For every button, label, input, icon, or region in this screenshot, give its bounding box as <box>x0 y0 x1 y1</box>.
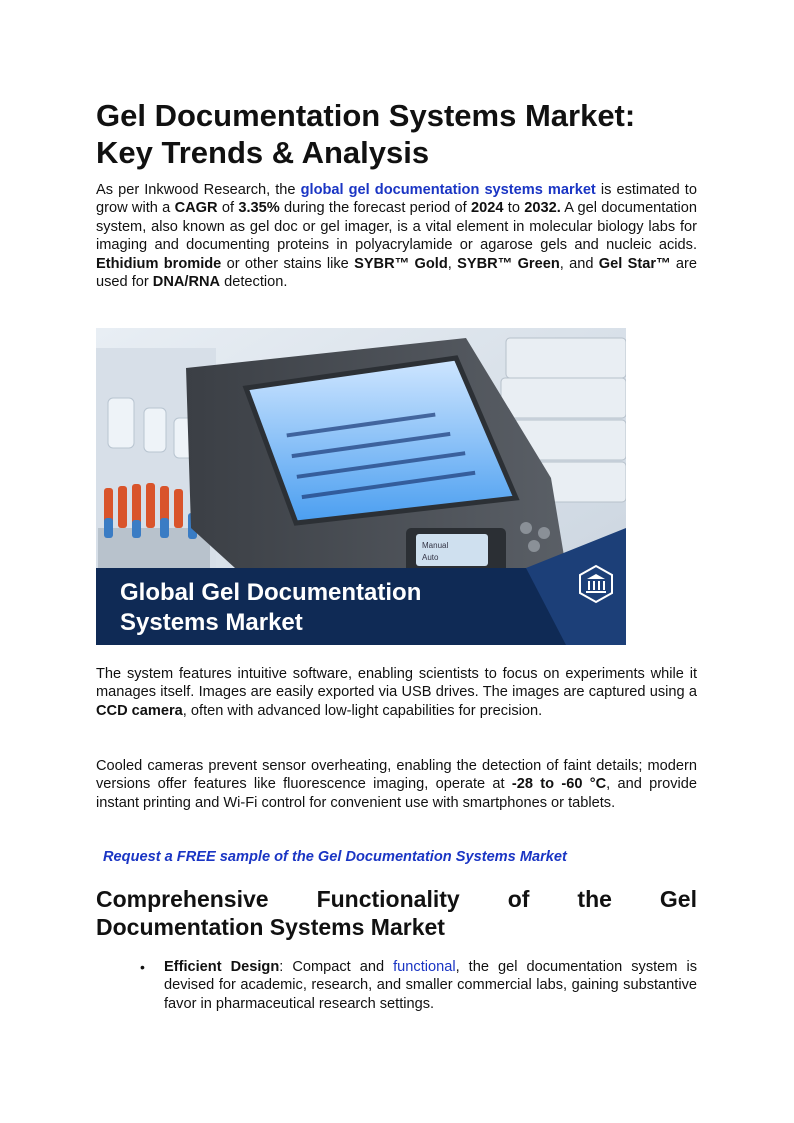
bullet-icon: • <box>140 959 145 975</box>
paragraph-cameras: Cooled cameras prevent sensor overheating, enabling the detection of faint details; modern versions offer features like fluorescence imaging, operate at -28 to -60 °C, and provide instant printing and Wi-Fi control for convenient use with smartphones or tablets. <box>96 758 697 811</box>
page-title: Gel Documentation Systems Market: Key Trends & Analysis <box>96 98 636 170</box>
banner-line-2: Systems Market <box>120 609 303 636</box>
section-heading: Comprehensive Functionality of the Gel Documentation Systems Market <box>96 886 697 940</box>
screen-text-2: Auto <box>422 553 439 562</box>
intro-paragraph: As per Inkwood Research, the global gel documentation systems market is estimated to grow with a CAGR of 3.35% during the forecast period of 2024 to 2032. A gel documentation system, also known as gel doc or gel imager, is a vital element in molecular biology labs for imaging and documenting proteins in polyacrylamide or agarose gels and nucleic acids. Ethidium bromide or other stains like SYBR™ Gold, SYBR™ Green, and Gel Star™ are used for DNA/RNA detection. <box>96 182 697 291</box>
feature-list <box>140 958 697 1013</box>
functional-link[interactable]: functional <box>393 959 456 975</box>
list-item: • Efficient Design: Compact and functional, the gel documentation system is devised for academic, research, and smaller commercial labs, gaining substantive favor in pharmaceutical research settings. <box>140 959 697 1012</box>
hero-image <box>96 328 626 645</box>
request-sample-link[interactable]: Request a FREE sample of the Gel Documentation Systems Market <box>103 849 567 865</box>
paragraph-software: The system features intuitive software, enabling scientists to focus on experiments while it manages itself. Images are easily exported via USB drives. The images are captured using a CCD camera, often with advanced low-light capabilities for precision. <box>96 666 697 719</box>
global-market-link[interactable]: global gel documentation systems market <box>300 182 596 198</box>
screen-text-1: Manual <box>422 541 449 550</box>
banner-line-1: Global Gel Documentation <box>120 579 422 606</box>
